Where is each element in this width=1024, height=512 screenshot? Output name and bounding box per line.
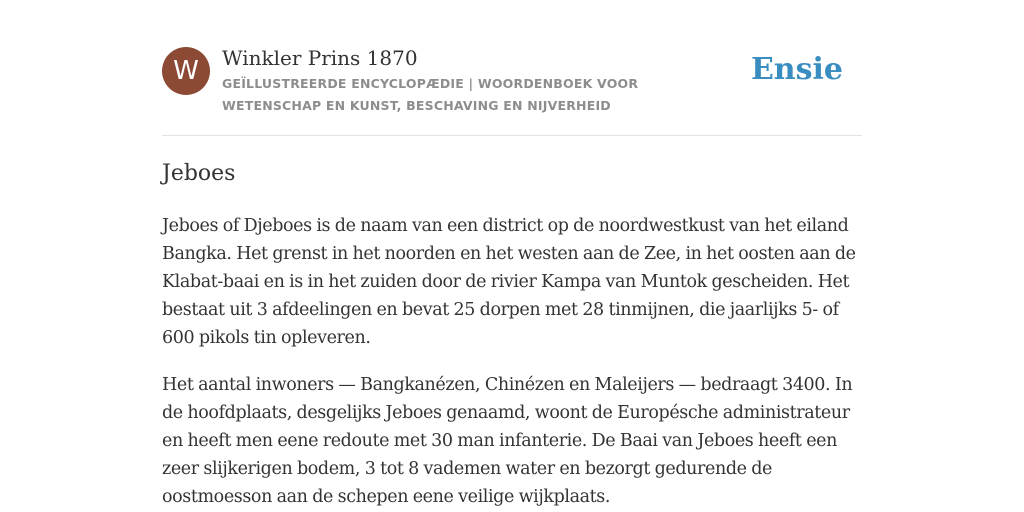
article-body xyxy=(162,212,862,512)
ensie-logo-link[interactable]: Ensie xyxy=(750,52,843,87)
article-paragraph: Het aantal inwoners — Bangkanézen, Chinézen en Maleijers — bedraagt 3400. In de hoofdplaats, desgelijks Jeboes genaamd, woont de Europésche administrateur en heeft men eene redoute met 30 man infanterie. De Baai van Jeboes heeft een zeer slijkerigen bodem, 3 tot 8 vademen water en bezorgt gedurende de oostmoesson aan de schepen eene veilige wijkplaats. xyxy=(162,375,853,507)
article-title: Jeboes xyxy=(162,161,236,186)
book-header xyxy=(162,44,862,116)
book-title[interactable]: Winkler Prins 1870 xyxy=(222,46,418,70)
header-divider xyxy=(162,135,862,136)
book-avatar[interactable]: W xyxy=(162,47,210,95)
article-paragraph: Jeboes of Djeboes is de naam van een district op de noordwestkust van het eiland Bangka. Het grenst in het noorden en het westen aan de Zee, in het oosten aan de Klabat-baai en is in het zuiden door de rivier Kampa van Muntok gescheiden. Het bestaat uit 3 afdeelingen en bevat 25 dorpen met 28 tinmijnen, die jaarlijks 5- of 600 pikols tin opleveren. xyxy=(162,216,856,348)
book-subtitle: GEÏLLUSTREERDE ENCYCLOPÆDIE | WOORDENBOEK VOOR WETENSCHAP EN KUNST, BESCHAVING EN NIJVERHEID xyxy=(222,76,639,113)
